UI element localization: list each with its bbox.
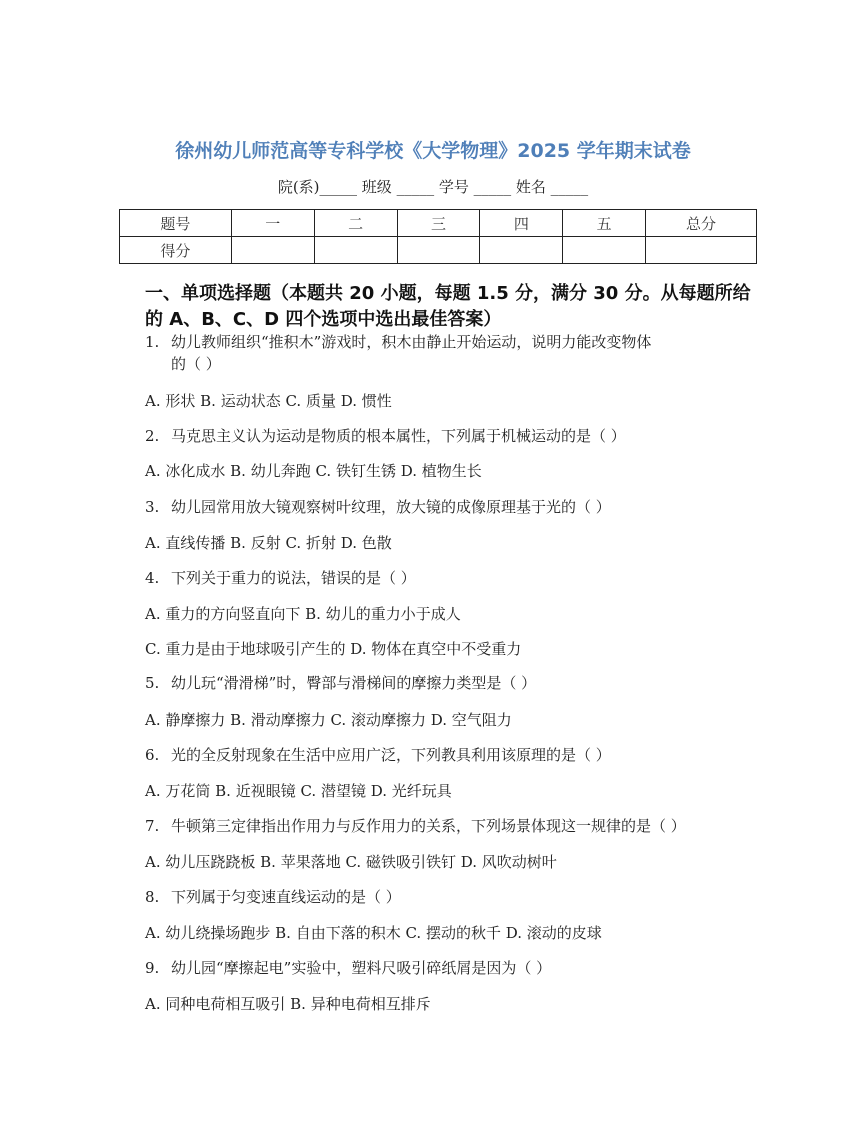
- question-text: 幼儿园“摩擦起电”实验中，塑料尺吸引碎纸屑是因为（ ）: [171, 959, 552, 977]
- question-text: 幼儿园常用放大镜观察树叶纹理，放大镜的成像原理基于光的（ ）: [171, 498, 611, 516]
- table-cell: 总分: [646, 210, 757, 237]
- question-5: [145, 672, 765, 694]
- question-4: [145, 567, 765, 589]
- question-9-options: A. 同种电荷相互吸引 B. 异种电荷相互排斥: [145, 995, 431, 1013]
- question-number: 6.: [145, 746, 160, 764]
- question-4-options-line-1: A. 重力的方向竖直向下 B. 幼儿的重力小于成人: [145, 605, 461, 623]
- question-text: 下列关于重力的说法，错误的是（ ）: [171, 569, 416, 587]
- question-9: [145, 957, 765, 979]
- table-cell: 二: [314, 210, 397, 237]
- question-number: 5.: [145, 674, 160, 692]
- score-input-cell[interactable]: [314, 237, 397, 264]
- question-text: 幼儿教师组织“推积木”游戏时，积木由静止开始运动，说明力能改变物体: [171, 333, 652, 351]
- score-input-cell[interactable]: [231, 237, 314, 264]
- question-number: 8.: [145, 888, 160, 906]
- question-6-options: A. 万花筒 B. 近视眼镜 C. 潜望镜 D. 光纤玩具: [145, 782, 452, 800]
- question-number: 1.: [145, 333, 160, 351]
- question-text: 下列属于匀变速直线运动的是（ ）: [171, 888, 401, 906]
- question-2-options: A. 冰化成水 B. 幼儿奔跑 C. 铁钉生锈 D. 植物生长: [145, 462, 482, 480]
- student-info-line: 院(系)_____ 班级 _____ 学号 _____ 姓名 _____: [277, 178, 589, 196]
- question-7: [145, 815, 765, 837]
- question-1: [145, 331, 765, 375]
- question-text: 马克思主义认为运动是物质的根本属性，下列属于机械运动的是（ ）: [171, 427, 626, 445]
- question-number: 4.: [145, 569, 160, 587]
- question-text: 牛顿第三定律指出作用力与反作用力的关系，下列场景体现这一规律的是（ ）: [171, 817, 686, 835]
- question-2: [145, 425, 765, 447]
- question-8-options: A. 幼儿绕操场跑步 B. 自由下落的积木 C. 摆动的秋千 D. 滚动的皮球: [145, 924, 602, 942]
- score-input-cell[interactable]: [397, 237, 480, 264]
- score-input-cell[interactable]: [480, 237, 563, 264]
- question-number: 3.: [145, 498, 160, 516]
- table-cell: 一: [231, 210, 314, 237]
- question-text-continued: 的（ ）: [171, 355, 221, 373]
- question-5-options: A. 静摩擦力 B. 滑动摩擦力 C. 滚动摩擦力 D. 空气阻力: [145, 711, 512, 729]
- question-6: [145, 744, 765, 766]
- question-text: 光的全反射现象在生活中应用广泛，下列教具利用该原理的是（ ）: [171, 746, 611, 764]
- score-input-cell[interactable]: [563, 237, 646, 264]
- question-3-options: A. 直线传播 B. 反射 C. 折射 D. 色散: [145, 534, 392, 552]
- score-table-header-row: [120, 210, 757, 237]
- question-1-options: A. 形状 B. 运动状态 C. 质量 D. 惯性: [145, 392, 392, 410]
- section-heading: 一、单项选择题（本题共 20 小题，每题 1.5 分，满分 30 分。从每题所给的 A、B、C、D 四个选项中选出最佳答案）: [145, 283, 751, 330]
- question-number: 2.: [145, 427, 160, 445]
- table-cell: 得分: [120, 237, 232, 264]
- score-table: [119, 209, 757, 264]
- page-title: 徐州幼儿师范高等专科学校《大学物理》2025 学年期末试卷: [175, 140, 691, 162]
- question-3: [145, 496, 765, 518]
- question-number: 7.: [145, 817, 160, 835]
- question-8: [145, 886, 765, 908]
- table-cell: 五: [563, 210, 646, 237]
- question-4-options-line-2: C. 重力是由于地球吸引产生的 D. 物体在真空中不受重力: [145, 640, 522, 658]
- table-cell: 四: [480, 210, 563, 237]
- question-number: 9.: [145, 959, 160, 977]
- question-7-options: A. 幼儿压跷跷板 B. 苹果落地 C. 磁铁吸引铁钉 D. 风吹动树叶: [145, 853, 557, 871]
- question-text: 幼儿玩“滑滑梯”时，臀部与滑梯间的摩擦力类型是（ ）: [171, 674, 537, 692]
- score-input-cell[interactable]: [646, 237, 757, 264]
- table-cell: 三: [397, 210, 480, 237]
- score-table-score-row: [120, 237, 757, 264]
- table-cell: 题号: [120, 210, 232, 237]
